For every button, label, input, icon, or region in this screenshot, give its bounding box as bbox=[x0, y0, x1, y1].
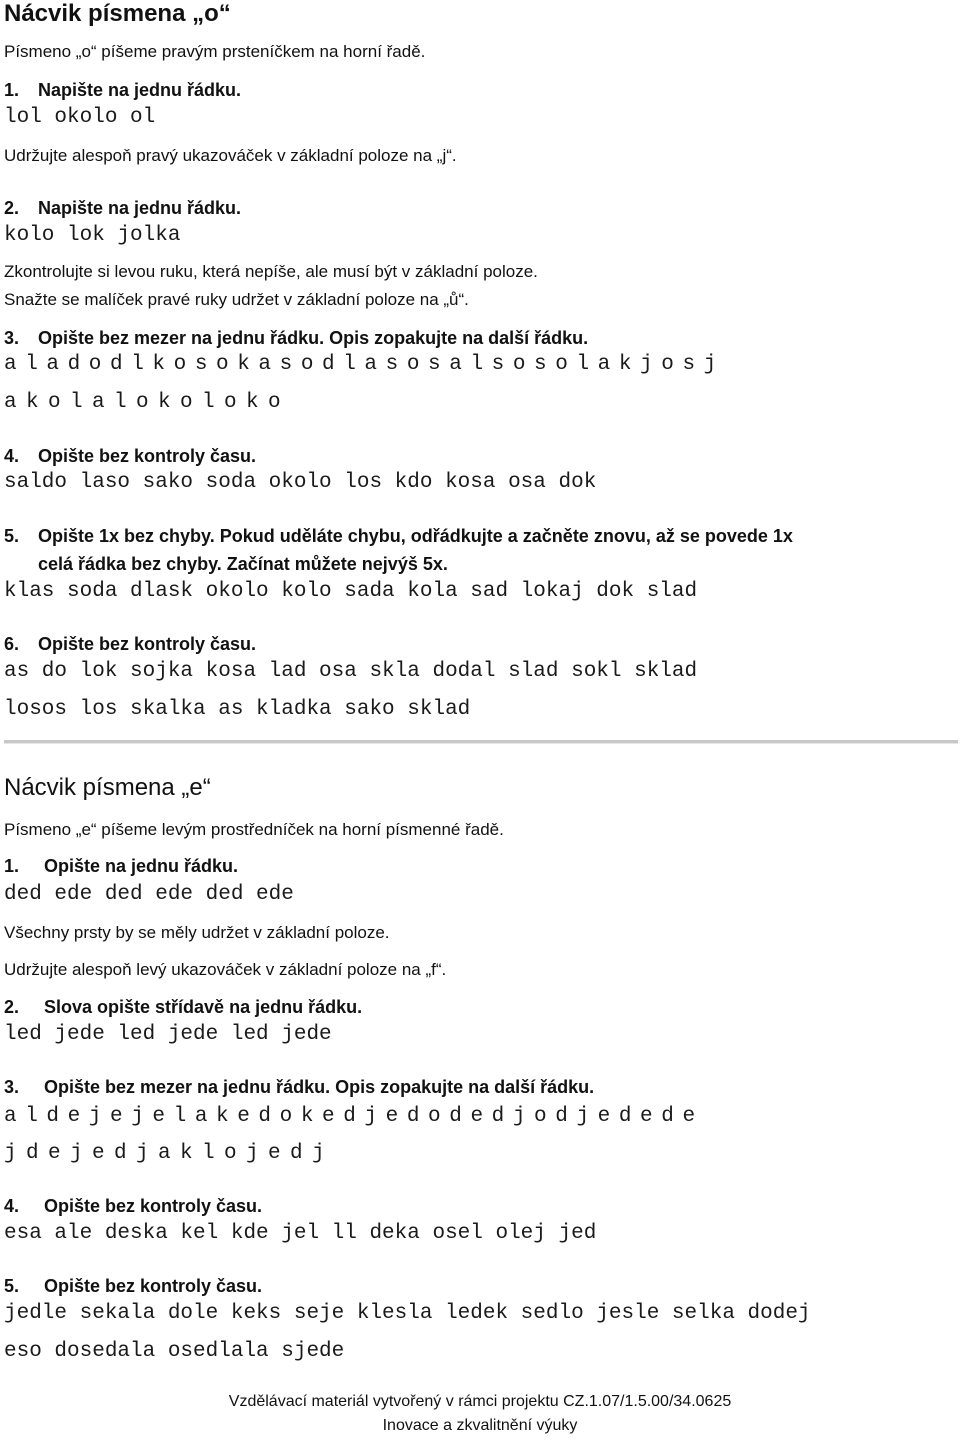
o-ex4-title: Opište bez kontroly času. bbox=[38, 446, 257, 466]
o-ex6-heading bbox=[4, 634, 256, 655]
e-ex2-title: Slova opište střídavě na jednu řádku. bbox=[44, 997, 363, 1017]
e-ex2-heading bbox=[4, 997, 362, 1018]
o-ex5-title-line-2: celá řádka bez chyby. Začínat můžete nejvýš 5x. bbox=[38, 554, 448, 574]
o-ex2-number: 2. bbox=[4, 198, 20, 218]
o-ex1-drill: lol okolo ol bbox=[4, 106, 156, 129]
section-divider bbox=[4, 740, 958, 744]
o-ex2-title: Napište na jednu řádku. bbox=[38, 198, 242, 218]
o-ex1-number: 1. bbox=[4, 80, 20, 100]
e-ex1-number: 1. bbox=[4, 856, 20, 876]
section-o-intro: Písmeno „o“ píšeme pravým prsteníčkem na horní řadě. bbox=[4, 42, 426, 61]
o-ex3-number: 3. bbox=[4, 328, 20, 348]
o-ex6-drill-line-1: as do lok sojka kosa lad osa skla dodal slad sokl sklad bbox=[4, 660, 698, 683]
o-ex1-note: Udržujte alespoň pravý ukazováček v základní poloze na „j“. bbox=[4, 146, 457, 165]
o-ex6-number: 6. bbox=[4, 634, 20, 654]
e-ex5-title: Opište bez kontroly času. bbox=[44, 1276, 263, 1296]
e-ex1-note-1: Všechny prsty by se měly udržet v základní poloze. bbox=[4, 923, 390, 942]
o-ex2-heading bbox=[4, 198, 241, 219]
e-ex4-title: Opište bez kontroly času. bbox=[44, 1196, 263, 1216]
o-ex5-number: 5. bbox=[4, 526, 20, 546]
o-ex4-heading bbox=[4, 446, 256, 467]
e-ex5-drill-line-2: eso dosedala osedlala sjede bbox=[4, 1340, 345, 1363]
o-ex3-drill-line-1: aladodlkosokasodlasosalsosolakjosj bbox=[4, 353, 725, 376]
e-ex3-title: Opište bez mezer na jednu řádku. Opis zopakujte na další řádku. bbox=[44, 1077, 595, 1097]
o-ex2-note-2: Snažte se malíček pravé ruky udržet v základní poloze na „ů“. bbox=[4, 290, 469, 309]
e-ex1-note-2: Udržujte alespoň levý ukazováček v základní poloze na „f“. bbox=[4, 960, 447, 979]
section-e-intro: Písmeno „e“ píšeme levým prostředníček na horní písmenné řadě. bbox=[4, 820, 504, 839]
o-ex3-title: Opište bez mezer na jednu řádku. Opis zopakujte na další řádku. bbox=[38, 328, 589, 348]
o-ex5-heading bbox=[4, 526, 793, 547]
o-ex3-drill-line-2: akolalokoloko bbox=[4, 391, 291, 414]
section-e-title: Nácvik písmena „e“ bbox=[4, 774, 211, 801]
e-ex2-drill: led jede led jede led jede bbox=[4, 1023, 332, 1046]
e-ex1-drill: ded ede ded ede ded ede bbox=[4, 883, 294, 906]
o-ex4-drill: saldo laso sako soda okolo los kdo kosa osa dok bbox=[4, 471, 597, 494]
e-ex2-number: 2. bbox=[4, 997, 20, 1017]
o-ex2-note-1: Zkontrolujte si levou ruku, která nepíše, ale musí být v základní poloze. bbox=[4, 262, 538, 281]
o-ex3-heading bbox=[4, 328, 588, 349]
o-ex5-drill: klas soda dlask okolo kolo sada kola sad lokaj dok slad bbox=[4, 580, 698, 603]
e-ex1-title: Opište na jednu řádku. bbox=[44, 856, 239, 876]
o-ex1-heading bbox=[4, 80, 241, 101]
e-ex4-drill: esa ale deska kel kde jel ll deka osel olej jed bbox=[4, 1222, 597, 1245]
o-ex6-title: Opište bez kontroly času. bbox=[38, 634, 257, 654]
e-ex5-heading bbox=[4, 1276, 262, 1297]
o-ex1-title: Napište na jednu řádku. bbox=[38, 80, 242, 100]
e-ex5-number: 5. bbox=[4, 1276, 20, 1296]
e-ex3-heading bbox=[4, 1077, 594, 1098]
e-ex5-drill-line-1: jedle sekala dole keks seje klesla ledek sedlo jesle selka dodej bbox=[4, 1302, 811, 1325]
e-ex4-number: 4. bbox=[4, 1196, 20, 1216]
o-ex2-drill: kolo lok jolka bbox=[4, 224, 181, 247]
o-ex5-title-line-1: Opište 1x bez chyby. Pokud uděláte chybu, odřádkujte a začněte znovu, až se povede 1x bbox=[38, 526, 793, 546]
footer-subtitle-line: Inovace a zkvalitnění výuky bbox=[382, 1417, 578, 1434]
e-ex3-drill-line-2: jdejedjaklojedj bbox=[4, 1142, 335, 1165]
section-o-title: Nácvik písmena „o“ bbox=[4, 0, 231, 27]
o-ex6-drill-line-2: losos los skalka as kladka sako sklad bbox=[4, 698, 471, 721]
e-ex1-heading bbox=[4, 856, 238, 877]
e-ex3-number: 3. bbox=[4, 1077, 20, 1097]
footer-project-line: Vzdělávací materiál vytvořený v rámci projektu CZ.1.07/1.5.00/34.0625 bbox=[228, 1393, 732, 1410]
e-ex3-drill-line-1: aldejejelakedokedjedodedjodjedede bbox=[4, 1105, 704, 1128]
o-ex4-number: 4. bbox=[4, 446, 20, 466]
e-ex4-heading bbox=[4, 1196, 262, 1217]
